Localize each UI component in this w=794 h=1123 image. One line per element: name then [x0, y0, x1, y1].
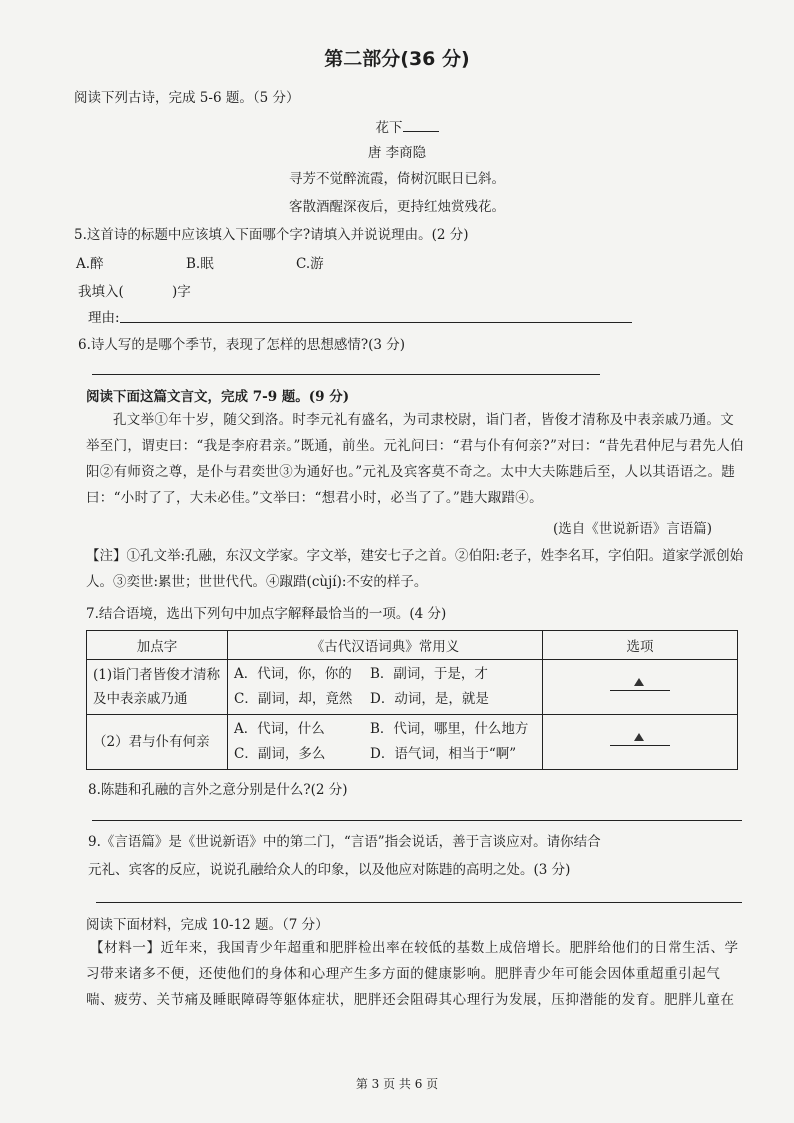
- section-heading: 第二部分(36 分): [324, 48, 470, 70]
- material-section-intro: 阅读下面材料，完成 10-12 题。（7 分）: [86, 917, 329, 933]
- q8-question: 8.陈韪和孔融的言外之意分别是什么?(2 分): [88, 782, 348, 798]
- q9-answer-line[interactable]: [96, 902, 742, 903]
- q7-row-1-meanings: [228, 660, 543, 715]
- q5-fill-suffix: )字: [172, 284, 191, 300]
- poem-title: [0, 116, 794, 136]
- q6-answer-line[interactable]: [92, 374, 600, 375]
- q7-header-meaning: 《古代汉语词典》常用义: [228, 631, 543, 660]
- classical-passage: 孔文举①年十岁，随父到洛。时李元礼有盛名，为司隶校尉，诣门者，皆俊才清称及中表亲戚乃通。文举至门，谓吏曰：“我是李府君亲。”既通，前坐。元礼问曰：“君与仆有何亲?”对曰：“昔先君仲尼与君先人伯阳②有师资之尊，是仆与君奕世③为通好也。”元礼及宾客莫不奇之。太中大夫陈韪后至，人以其语语之。韪曰：“小时了了，大未必佳。”文举曰：“想君小时，必当了了。”韪大踧踖④。: [86, 412, 744, 506]
- q7-header-row: [87, 631, 738, 660]
- q7-row-2-opt-d: D．语气词，相当于“啊”: [370, 746, 517, 762]
- classical-notes: 【注】①孔文举:孔融，东汉文学家。字文举，建安七子之首。②伯阳:老子，姓李名耳，字伯阳。道家学派创始人。③奕世:累世；世世代代。④踧踖(cùjí):不安的样子。: [86, 548, 744, 590]
- q7-row-2-sentence: （2）君与仆有何亲: [87, 715, 228, 770]
- page-footer: 第 3 页 共 6 页: [355, 1077, 439, 1091]
- q5-option-c: C.游: [296, 256, 324, 272]
- q9-question-line-2: 元礼、宾客的反应，说说孔融给众人的印象，以及他应对陈韪的高明之处。(3 分): [88, 862, 571, 878]
- poem-section-intro: 阅读下列古诗，完成 5-6 题。（5 分）: [74, 90, 300, 106]
- q5-reason-label: 理由:: [88, 310, 120, 326]
- classical-source: (选自《世说新语》言语篇): [553, 521, 713, 537]
- q7-row-1-answer-blank[interactable]: [610, 680, 670, 691]
- q6-question: 6.诗人写的是哪个季节，表现了怎样的思想感情?(3 分): [78, 337, 406, 353]
- q9-question-line-1: 9.《言语篇》是《世说新语》中的第二门，“言语”指会说话，善于言谈应对。请你结合: [88, 834, 601, 850]
- material-text: 【材料一】近年来，我国青少年超重和肥胖检出率在较低的基数上成倍增长。肥胖给他们的日常生活、学习带来诸多不便，还使他们的身体和心理产生多方面的健康影响。肥胖青少年可能会因体重超重引起气喘、疲劳、关节痛及睡眠障碍等躯体症状，肥胖还会阻碍其心理行为发展，压抑潜能的发育。肥胖儿童在: [86, 940, 739, 1008]
- q7-row-1: [87, 660, 738, 715]
- poem-title-text: 花下: [375, 120, 403, 136]
- classical-section-intro: 阅读下面这篇文言文，完成 7-9 题。(9 分): [86, 389, 350, 405]
- poem-line-2: 客散酒醒深夜后，更持红烛赏残花。: [289, 199, 505, 215]
- q5-option-b: B.眠: [186, 256, 214, 272]
- q7-header-word: 加点字: [87, 631, 228, 660]
- q7-row-1-opt-a: A．代词，你，你的: [234, 666, 352, 682]
- poem-line-1: 寻芳不觉醉流霞，倚树沉眠日已斜。: [289, 171, 505, 187]
- q7-row-2: [87, 715, 738, 770]
- q7-row-1-opt-b: B．副词，于是，才: [370, 666, 488, 682]
- q7-row-1-opt-c: C．副词，却，竟然: [234, 691, 353, 707]
- q5-question: 5.这首诗的标题中应该填入下面哪个字?请填入并说说理由。(2 分): [74, 227, 469, 243]
- q7-table: [86, 630, 738, 770]
- poem-author: 唐 李商隐: [367, 145, 427, 161]
- q7-row-2-opt-b: B．代词，哪里，什么地方: [370, 721, 529, 737]
- q5-option-a: A.醉: [76, 256, 104, 272]
- q7-row-2-opt-c: C．副词，多么: [234, 746, 326, 762]
- q7-row-2-answer-blank[interactable]: [610, 735, 670, 746]
- q5-reason-answer-line[interactable]: [120, 322, 632, 323]
- triangle-marker-icon: [634, 733, 644, 741]
- q7-row-2-opt-a: A．代词，什么: [234, 721, 325, 737]
- q7-row-2-meanings: [228, 715, 543, 770]
- triangle-marker-icon: [634, 678, 644, 686]
- poem-title-blank: [403, 119, 439, 132]
- q7-question: 7.结合语境，选出下列句中加点字解释最恰当的一项。(4 分): [86, 606, 447, 622]
- q7-row-1-sentence: (1)诣门者皆俊才清称及中表亲戚乃通: [87, 660, 228, 715]
- q8-answer-line[interactable]: [92, 820, 742, 821]
- q5-fill-prefix: 我填入(: [78, 284, 124, 300]
- q7-header-option: 选项: [543, 631, 738, 660]
- q7-row-1-answer-cell[interactable]: [543, 660, 738, 715]
- q7-row-2-answer-cell[interactable]: [543, 715, 738, 770]
- q7-row-1-opt-d: D．动词，是，就是: [370, 691, 489, 707]
